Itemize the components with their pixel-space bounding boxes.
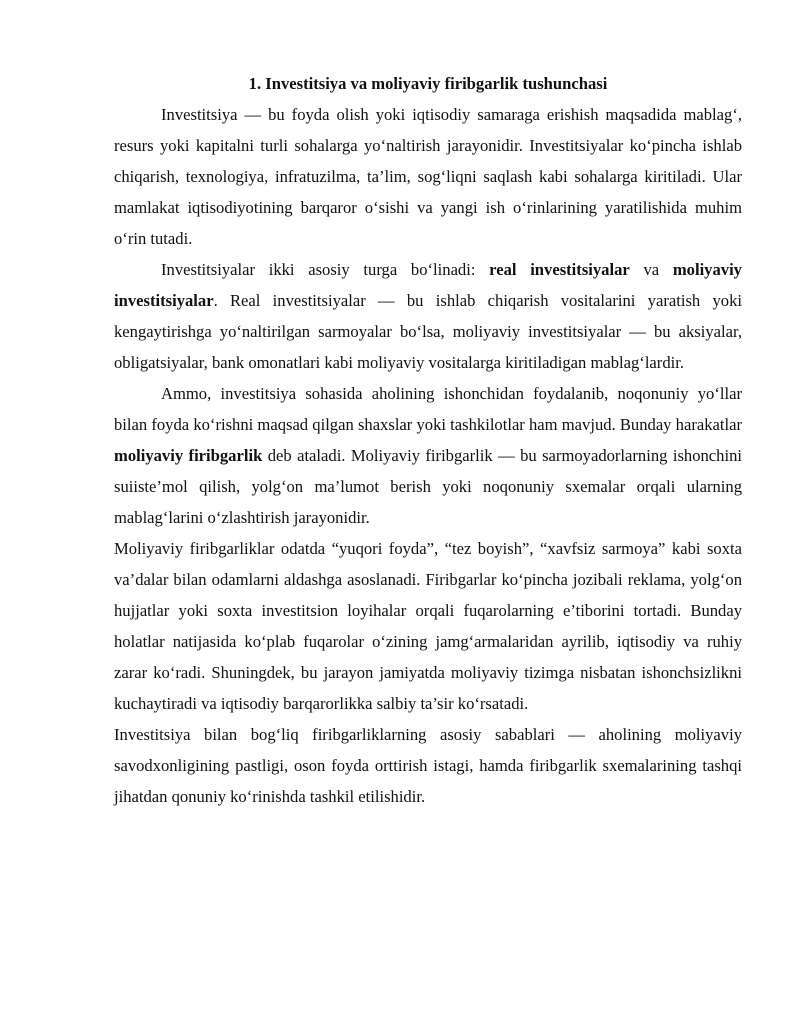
paragraph-5: Investitsiya bilan bog‘liq firibgarliklarning asosiy sabablari — aholining moliyaviy savodxonligining pastligi, oson foyda orttirish istagi, hamda firibgarlik sxemalarining tashqi jihatdan qonuniy ko‘rinishda tashkil etilishidir. (114, 725, 742, 806)
paragraph-3 (114, 378, 742, 533)
paragraph-1: Investitsiya — bu foyda olish yoki iqtisodiy samaraga erishish maqsadida mablag‘, resurs yoki kapitalni turli sohalarga yo‘naltirish jarayonidir. Investitsiyalar ko‘pincha ishlab chiqarish, texnologiya, infratuzilma, ta’lim, sog‘liqni saqlash kabi sohalarga kiritiladi. Ular mamlakat iqtisodiyotining barqaror o‘sishi va yangi ish o‘rinlarining yaratilishida muhim o‘rin tutadi. (114, 105, 742, 248)
document-body (114, 68, 742, 812)
paragraph-4: Moliyaviy firibgarliklar odatda “yuqori foyda”, “tez boyish”, “xavfsiz sarmoya” kabi soxta va’dalar bilan odamlarni aldashga asoslanadi. Firibgarlar ko‘pincha jozibali reklama, yolg‘on hujjatlar yoki soxta investitsion loyihalar orqali fuqarolarning e’tiborini tortadi. Bunday holatlar natijasida ko‘plab fuqarolar o‘zining jamg‘armalaridan ayrilib, iqtisodiy va ruhiy zarar ko‘radi. Shuningdek, bu jarayon jamiyatda moliyaviy tizimga nisbatan ishonchsizlikni kuchaytiradi va iqtisodiy barqarorlikka salbiy ta’sir ko‘rsatadi. (114, 539, 742, 713)
paragraph-2-text-2: va (629, 260, 673, 279)
bold-term-financial-fraud: moliyaviy firibgarlik (114, 446, 263, 465)
bold-term-financial-investments: moliyaviy investitsiyalar (114, 260, 742, 310)
bold-term-real-investments: real investitsiyalar (489, 260, 630, 279)
paragraph-2-text-3: . Real investitsiyalar — bu ishlab chiqarish vositalarini yaratish yoki kengaytirishga yo‘naltirilgan sarmoyalar bo‘lsa, moliyaviy investitsiyalar — bu aksiyalar, obligatsiyalar, bank omonatlari kabi moliyaviy vositalarga kiritiladigan mablag‘lardir. (114, 291, 742, 372)
paragraph-2 (114, 254, 742, 378)
paragraph-3-text-2: deb ataladi. Moliyaviy firibgarlik — bu sarmoyadorlarning ishonchini suiiste’mol qilish, yolg‘on ma’lumot berish yoki noqonuniy sxemalar orqali ularning mablag‘larini o‘zlashtirish jarayonidir. (114, 446, 742, 527)
paragraph-3-text-1: Ammo, investitsiya sohasida aholining ishonchidan foydalanib, noqonuniy yo‘llar bilan foyda ko‘rishni maqsad qilgan shaxslar yoki tashkilotlar ham mavjud. Bunday harakatlar (114, 384, 742, 434)
section-title: 1. Investitsiya va moliyaviy firibgarlik tushunchasi (248, 74, 608, 93)
paragraph-2-text-1: Investitsiyalar ikki asosiy turga bo‘linadi: (161, 260, 490, 279)
